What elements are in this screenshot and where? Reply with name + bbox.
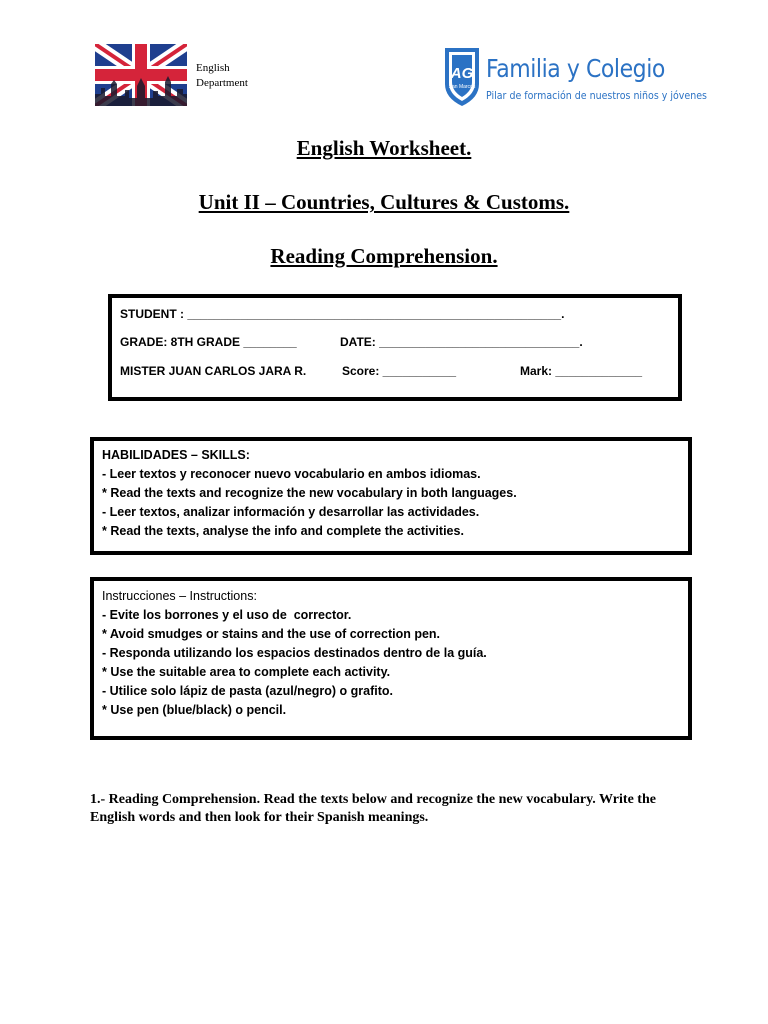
skills-line: - Leer textos y reconocer nuevo vocabulario en ambos idiomas. <box>102 467 481 481</box>
unit-title: Unit II – Countries, Cultures & Customs. <box>198 190 570 214</box>
skills-line: * Read the texts and recognize the new vocabulary in both languages. <box>102 486 517 500</box>
shield-subtext: San Marcos <box>448 84 476 90</box>
instructions-line: - Evite los borrones y el uso de corrector. <box>102 608 352 622</box>
student-name-field[interactable]: STUDENT : ________________________________________________________. <box>120 307 565 321</box>
shield-initials: AG <box>450 65 474 82</box>
date-field[interactable]: DATE: ______________________________. <box>340 335 583 349</box>
school-shield-icon <box>442 44 482 108</box>
grade-field[interactable]: GRADE: 8TH GRADE ________ <box>120 335 297 349</box>
instructions-box <box>90 577 692 740</box>
skills-heading: HABILIDADES – SKILLS: <box>102 448 250 462</box>
skills-box <box>90 437 692 555</box>
department-line-2: Department <box>196 77 248 89</box>
instructions-line: * Use pen (blue/black) o pencil. <box>102 703 287 717</box>
worksheet-title: English Worksheet. <box>296 136 472 160</box>
mark-field[interactable]: Mark: _____________ <box>520 364 643 378</box>
union-jack-logo <box>95 44 187 106</box>
teacher-name: MISTER JUAN CARLOS JARA R. <box>120 364 307 378</box>
department-line-1: English <box>196 62 230 74</box>
instructions-heading: Instrucciones – Instructions: <box>102 589 257 603</box>
department-label <box>196 61 248 91</box>
skills-line: - Leer textos, analizar información y desarrollar las actividades. <box>102 505 480 519</box>
score-field[interactable]: Score: ___________ <box>342 364 457 378</box>
skills-line: * Read the texts, analyse the info and complete the activities. <box>102 524 464 538</box>
instructions-line: - Responda utilizando los espacios destinados dentro de la guía. <box>102 646 487 660</box>
school-tagline: Pilar de formación de nuestros niños y jóvenes <box>486 89 707 102</box>
student-info-box <box>108 294 682 401</box>
instructions-line: - Utilice solo lápiz de pasta (azul/negro) o grafito. <box>102 684 394 698</box>
school-name: Familia y Colegio <box>486 54 665 83</box>
instructions-line: * Use the suitable area to complete each activity. <box>102 665 391 679</box>
section-title: Reading Comprehension. <box>270 244 498 268</box>
question-1-text: 1.- Reading Comprehension. Read the texts below and recognize the new vocabulary. Write the English words and then look for their Spanish meanings. <box>90 792 656 825</box>
instructions-line: * Avoid smudges or stains and the use of correction pen. <box>102 627 441 641</box>
